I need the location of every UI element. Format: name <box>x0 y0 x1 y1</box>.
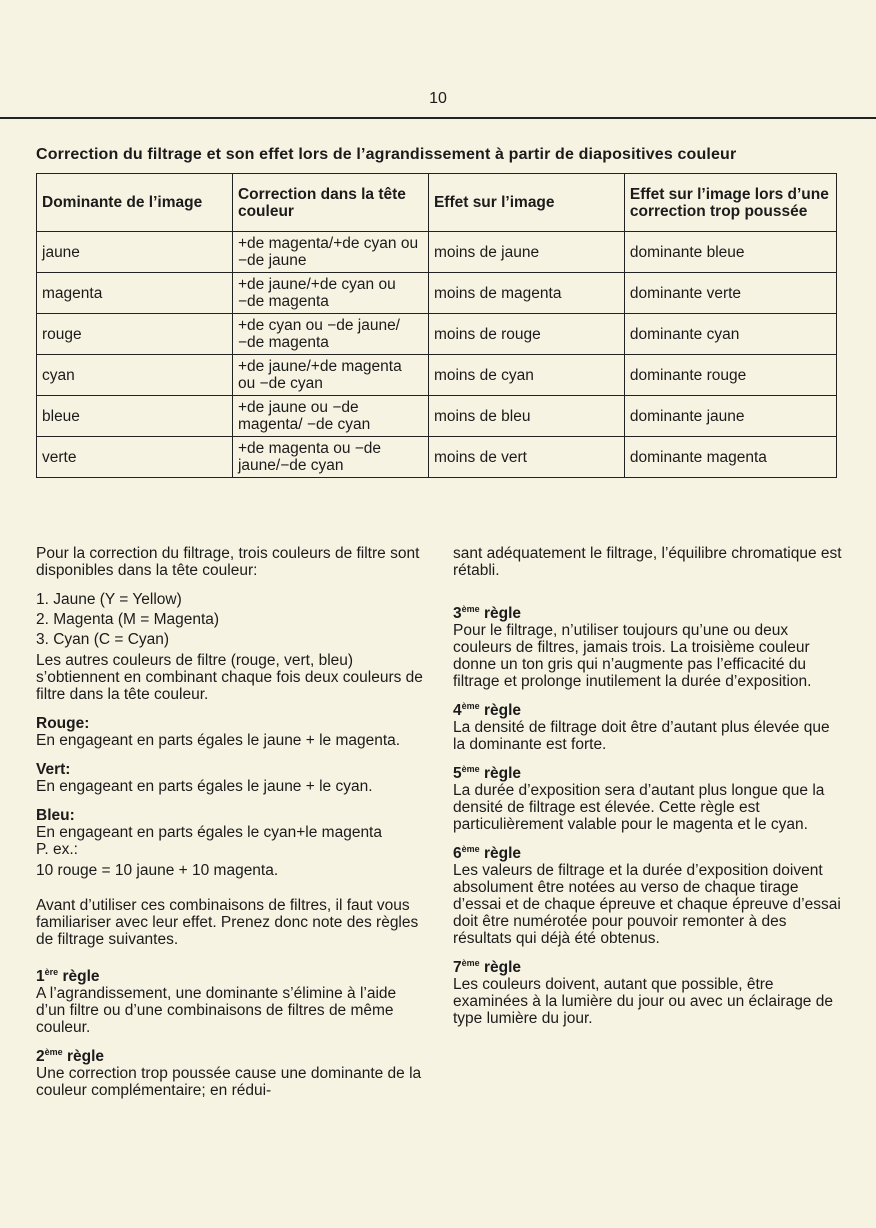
filter-color-list <box>36 591 426 648</box>
header-effet-trop-poussee: Effet sur l’image lors d’une correction trop poussée <box>624 174 836 232</box>
table-header-row <box>37 174 837 232</box>
rule-6-heading: 6ème règle <box>453 843 521 862</box>
rule-2-heading: 2ème règle <box>36 1046 104 1065</box>
example-formula: 10 rouge = 10 jaune + 10 magenta. <box>36 862 279 879</box>
table-cell: dominante bleue <box>624 232 836 273</box>
bleu-heading: Bleu: <box>36 807 75 824</box>
header-rule <box>0 117 876 119</box>
rouge-section <box>36 715 426 749</box>
table-cell: bleue <box>37 396 233 437</box>
header-dominante: Dominante de l’image <box>37 174 233 232</box>
example-label: P. ex.: <box>36 841 78 858</box>
header-correction: Correction dans la tête couleur <box>232 174 428 232</box>
table-cell: +de magenta ou −de jaune/−de cyan <box>232 437 428 478</box>
table-cell: dominante cyan <box>624 314 836 355</box>
table-cell: +de jaune/+de cyan ou −de magenta <box>232 273 428 314</box>
vert-heading: Vert: <box>36 761 71 778</box>
vert-section <box>36 761 426 795</box>
rule-4 <box>453 702 843 753</box>
rule-3-heading: 3ème règle <box>453 603 521 622</box>
table-cell: moins de bleu <box>428 396 624 437</box>
table-cell: dominante verte <box>624 273 836 314</box>
list-item: 1. Jaune (Y = Yellow) <box>36 591 182 608</box>
table-cell: moins de rouge <box>428 314 624 355</box>
table-cell: dominante magenta <box>624 437 836 478</box>
rule-1 <box>36 968 426 1036</box>
table-cell: moins de cyan <box>428 355 624 396</box>
rule-4-text: La densité de filtrage doit être d’autant plus élevée que la dominante est forte. <box>453 719 830 753</box>
table-cell: moins de jaune <box>428 232 624 273</box>
table-row <box>37 232 837 273</box>
rule-4-heading: 4ème règle <box>453 700 521 719</box>
rouge-heading: Rouge: <box>36 715 90 732</box>
list-item: 2. Magenta (M = Magenta) <box>36 611 220 628</box>
table-cell: cyan <box>37 355 233 396</box>
left-column <box>36 545 426 1111</box>
table-cell: verte <box>37 437 233 478</box>
table-row <box>37 437 837 478</box>
avant-paragraph: Avant d’utiliser ces combinaisons de filtres, il faut vous familiariser avec leur effet. Prenez donc note des règles de filtrage suivantes. <box>36 897 419 948</box>
table-cell: dominante jaune <box>624 396 836 437</box>
table-cell: moins de vert <box>428 437 624 478</box>
rule-6-text: Les valeurs de filtrage et la durée d’exposition doivent absolument être notées au verso de chaque tirage d’essai et de chaque épreuve et chaque épreuve d’essai doit être numérotée pour pouvoir remonter à des résultats qui déjà été obtenus. <box>453 862 841 947</box>
rule-5-text: La durée d’exposition sera d’autant plus longue que la densité de filtrage est élevée. Cette règle est particulièrement valable pour le magenta et le cyan. <box>453 782 825 833</box>
rule-5 <box>453 765 843 833</box>
rule-6 <box>453 845 843 947</box>
other-colors-paragraph: Les autres couleurs de filtre (rouge, vert, bleu) s’obtiennent en combinant chaque fois deux couleurs de filtre dans la tête couleur. <box>36 652 423 703</box>
table-cell: magenta <box>37 273 233 314</box>
table-cell: +de cyan ou −de jaune/−de magenta <box>232 314 428 355</box>
table-cell: dominante rouge <box>624 355 836 396</box>
table-cell: +de magenta/+de cyan ou −de jaune <box>232 232 428 273</box>
header-effet: Effet sur l’image <box>428 174 624 232</box>
rule-3-text: Pour le filtrage, n’utiliser toujours qu’une ou deux couleurs de filtres, jamais trois. La troisième couleur donne un ton gris qui n’augmente pas l’efficacité du filtrage et prolonge inutilement la durée d’exposition. <box>453 622 812 690</box>
rule-1-text: A l’agrandissement, une dominante s’élimine à l’aide d’un filtre ou d’une combinaisons de filtres de même couleur. <box>36 985 397 1036</box>
right-column <box>453 545 843 1039</box>
table-row <box>37 355 837 396</box>
rouge-text: En engageant en parts égales le jaune + le magenta. <box>36 732 401 749</box>
rule-2-text: Une correction trop poussée cause une dominante de la couleur complémentaire; en rédui- <box>36 1065 422 1099</box>
filter-correction-table <box>36 173 837 478</box>
bleu-text: En engageant en parts égales le cyan+le magenta <box>36 824 382 841</box>
table-cell: rouge <box>37 314 233 355</box>
page-number: 10 <box>429 90 447 107</box>
list-item: 3. Cyan (C = Cyan) <box>36 631 170 648</box>
bleu-section <box>36 807 426 858</box>
rule-7 <box>453 959 843 1027</box>
table-cell: moins de magenta <box>428 273 624 314</box>
rule-2 <box>36 1048 426 1099</box>
rule-5-heading: 5ème règle <box>453 763 521 782</box>
rule-7-text: Les couleurs doivent, autant que possible, être examinées à la lumière du jour ou avec un éclairage de type lumière du jour. <box>453 976 833 1027</box>
vert-text: En engageant en parts égales le jaune + le cyan. <box>36 778 373 795</box>
table-cell: +de jaune ou −de magenta/ −de cyan <box>232 396 428 437</box>
table-row <box>37 396 837 437</box>
table-cell: jaune <box>37 232 233 273</box>
rule-7-heading: 7ème règle <box>453 957 521 976</box>
table-row <box>37 314 837 355</box>
intro-paragraph: Pour la correction du filtrage, trois couleurs de filtre sont disponibles dans la tête couleur: <box>36 545 420 579</box>
rule-3 <box>453 605 843 690</box>
table-cell: +de jaune/+de magenta ou −de cyan <box>232 355 428 396</box>
table-row <box>37 273 837 314</box>
rule-1-heading: 1ère règle <box>36 966 100 985</box>
table-title: Correction du filtrage et son effet lors de l’agrandissement à partir de diapositives couleur <box>36 146 737 163</box>
rule-2-continued: sant adéquatement le filtrage, l’équilibre chromatique est rétabli. <box>453 545 842 579</box>
